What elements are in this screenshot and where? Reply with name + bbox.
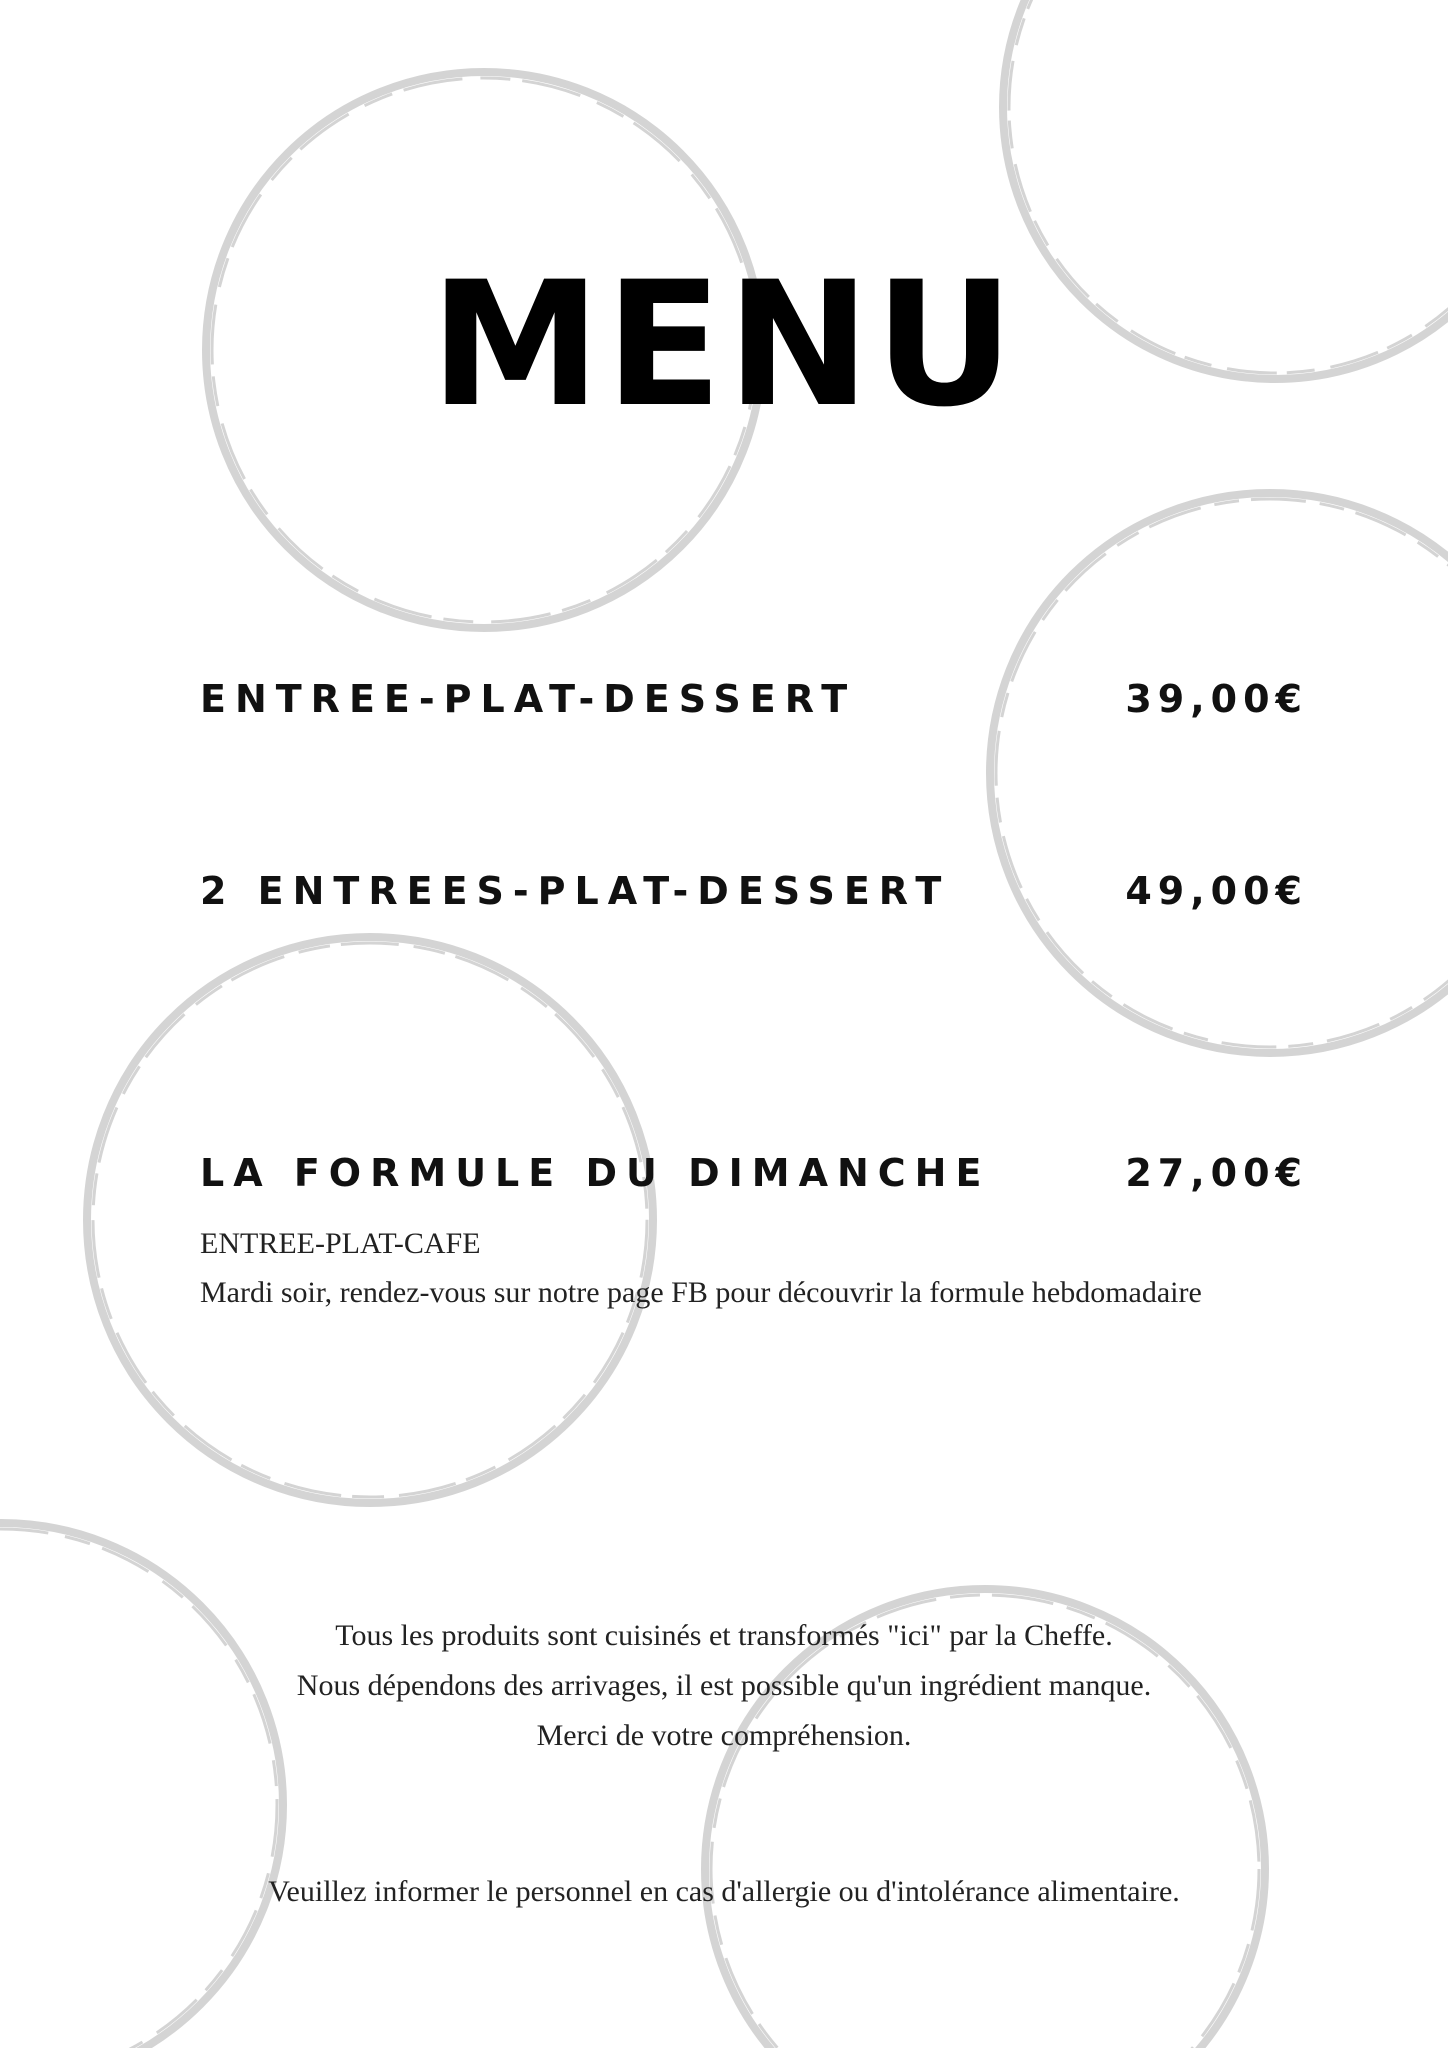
menu-item-price: 27,00€: [1125, 1151, 1308, 1195]
kitchen-notice: [0, 1611, 1448, 1761]
menu-item-description: Mardi soir, rendez-vous sur notre page FB pour découvrir la formule hebdomadaire: [200, 1276, 1202, 1309]
kitchen-notice-line: Tous les produits sont cuisinés et transformés "ici" par la Cheffe.: [335, 1619, 1113, 1652]
menu-title: MENU: [429, 244, 1019, 445]
allergy-notice: Veuillez informer le personnel en cas d'allergie ou d'intolérance alimentaire.: [268, 1875, 1180, 1908]
brush-circle-right: [990, 493, 1448, 1053]
kitchen-notice-line: Merci de votre compréhension.: [536, 1719, 912, 1752]
menu-item-subtitle: ENTREE-PLAT-CAFE: [200, 1227, 481, 1260]
menu-item-name: ENTREE-PLAT-DESSERT: [200, 677, 857, 721]
menu-item-name: 2 ENTREES-PLAT-DESSERT: [200, 869, 951, 913]
kitchen-notice-line: Nous dépendons des arrivages, il est possible qu'un ingrédient manque.: [296, 1669, 1152, 1702]
brush-circle-middle-left: [87, 937, 653, 1503]
brush-circle-bottom-left: [0, 1523, 283, 2048]
menu-item-price: 49,00€: [1125, 869, 1308, 913]
menu-item-name: LA FORMULE DU DIMANCHE: [200, 1151, 991, 1195]
menu-item-price: 39,00€: [1125, 677, 1308, 721]
